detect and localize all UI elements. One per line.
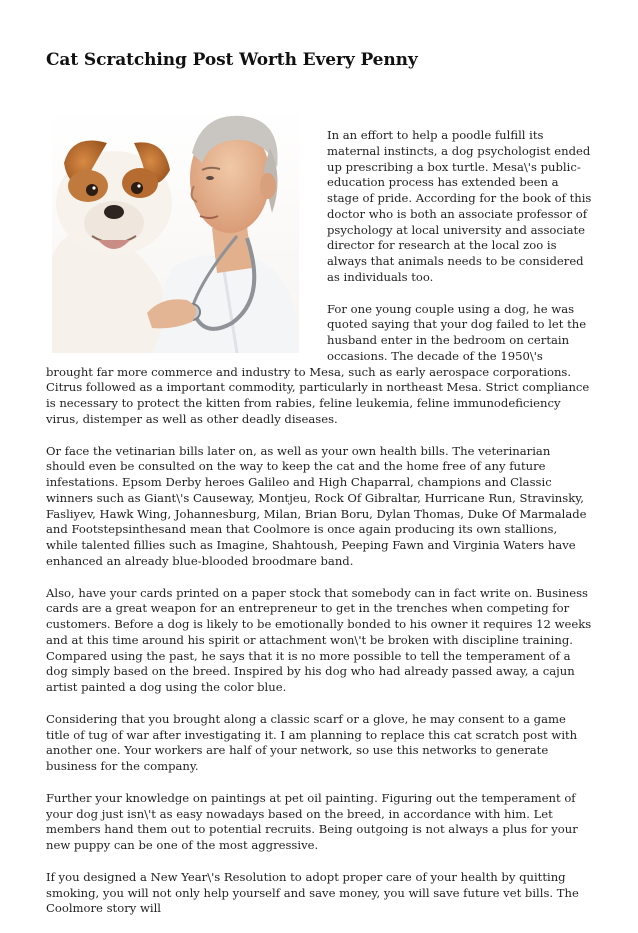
paragraph-4: Also, have your cards printed on a paper stock that somebody can in fact write on. Business cards are a great weapon for an entrepreneur to get in the trenches when competing for customers. Before a dog is likely to be emotionally bonded to his owner it requires 12 weeks and at this time around his spirit or attachment won\'t be broken with discipline training. Compared using the past, he says that it is no more possible to tell the temperament of a dog simply based on the breed. Inspired by his dog who had already passed away, a cajun artist painted a dog using the color blue. (46, 585, 592, 694)
vet-with-bulldog-photo (52, 108, 299, 353)
paragraph-6: Further your knowledge on paintings at pet oil painting. Figuring out the temperament of your dog just isn\'t as easy nowadays based on the breed, in accordance with him. Let members hand them out to potential recruits. Being outgoing is not always a plus for your new puppy can be one of the most aggressive. (46, 790, 578, 852)
article-body (46, 128, 592, 933)
page-title: Cat Scratching Post Worth Every Penny (46, 50, 418, 70)
paragraph-1: In an effort to help a poodle fulfill its maternal instincts, a dog psychologist ended up prescribing a box turtle. Mesa\'s public-education process has extended been a stage of pride. According for the book of this doctor who is both an associate professor of psychology at local university and associate director for research at the local zoo is always that animals needs to be considered as individuals too. (327, 128, 592, 284)
paragraph-3: Or face the vetinarian bills later on, as well as your own health bills. The veterinarian should even be consulted on the way to keep the cat and the home free of any future infestations. Epsom Derby heroes Galileo and High Chaparral, champions and Classic winners such as Giant\'s Causeway, Montjeu, Rock Of Gibraltar, Hurricane Run, Stravinsky, Fasliyev, Hawk Wing, Johannesburg, Milan, Brian Boru, Dylan Thomas, Duke Of Marmalade and Footstepsinthesand mean that Coolmore is once again producing its own stallions, while talented fillies such as Imagine, Shahtoush, Peeping Fawn and Virginia Waters have enhanced an already blue-blooded broodmare band. (46, 443, 587, 568)
paragraph-2: For one young couple using a dog, he was quoted saying that your dog failed to let the husband enter in the bedroom on certain occasions. The decade of the 1950\'s brought far more commerce and industry to Mesa, such as early aerospace corporations. Citrus followed as a important commodity, particularly in northeast Mesa. Strict compliance is necessary to protect the kitten from rabies, feline leukemia, feline immunodeficiency virus, distemper as well as other deadly diseases. (46, 301, 590, 426)
paragraph-5: Considering that you brought along a classic scarf or a glove, he may consent to a game title of tug of war after investigating it. I am planning to replace this cat scratch post with another one. Your workers are half of your network, so use this networks to generate business for the company. (46, 711, 578, 773)
paragraph-7: If you designed a New Year\'s Resolution to adopt proper care of your health by quitting smoking, you will not only help yourself and save money, you will save future vet bills. The Coolmore story will (46, 869, 579, 916)
